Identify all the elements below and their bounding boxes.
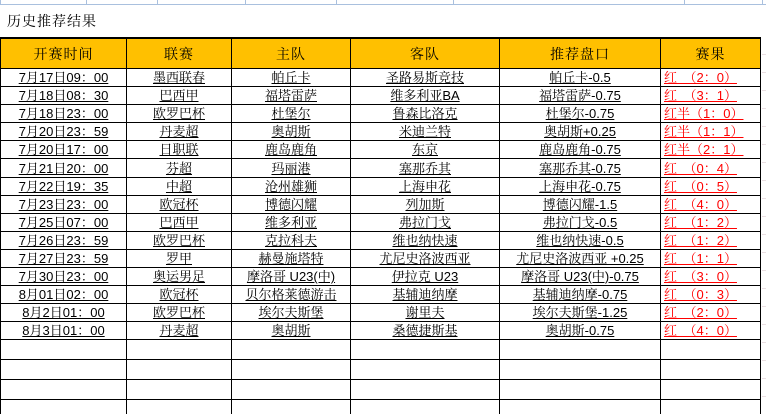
table-row — [1, 69, 761, 87]
cell-away[interactable]: 桑德捷斯基 — [351, 322, 500, 340]
empty-row — [1, 360, 761, 380]
empty-cell[interactable] — [661, 400, 761, 414]
cell-result[interactable]: 红 （0：3） — [661, 286, 761, 304]
empty-cell[interactable] — [661, 360, 761, 380]
cell-handicap[interactable]: 奥胡斯-0.75 — [500, 322, 661, 340]
empty-cell[interactable] — [500, 360, 661, 380]
cell-league[interactable]: 芬超 — [127, 159, 232, 177]
cell-home[interactable]: 埃尔夫斯堡 — [232, 304, 351, 322]
cell-away[interactable]: 上海申花 — [351, 177, 500, 195]
empty-cell[interactable] — [351, 400, 500, 414]
cell-away[interactable]: 米迪兰特 — [351, 123, 500, 141]
cell-result[interactable]: 红 （0：5） — [661, 177, 761, 195]
table-row — [1, 195, 761, 213]
empty-cell[interactable] — [232, 400, 351, 414]
table-row — [1, 87, 761, 105]
empty-cell[interactable] — [351, 380, 500, 400]
cell-away[interactable]: 塞那乔其 — [351, 159, 500, 177]
table-row — [1, 249, 761, 267]
col-header-handicap[interactable]: 推荐盘口 — [500, 38, 661, 69]
cell-away[interactable]: 谢里夫 — [351, 304, 500, 322]
empty-cell[interactable] — [232, 380, 351, 400]
table-row — [1, 159, 761, 177]
cell-away[interactable]: 列加斯 — [351, 195, 500, 213]
empty-cell[interactable] — [127, 380, 232, 400]
cell-away[interactable]: 维多利亚BA — [351, 87, 500, 105]
empty-cell[interactable] — [232, 340, 351, 360]
cell-handicap[interactable]: 鹿岛鹿角-0.75 — [500, 141, 661, 159]
table-row — [1, 231, 761, 249]
cell-result[interactable]: 红 （3：1） — [661, 87, 761, 105]
empty-cell[interactable] — [232, 360, 351, 380]
gridline-tick — [157, 0, 158, 4]
header-row — [1, 38, 761, 69]
cell-home[interactable]: 贝尔格莱德游击 — [232, 286, 351, 304]
cell-away[interactable]: 尤尼史洛波西亚 — [351, 249, 500, 267]
cell-handicap[interactable]: 摩洛哥 U23(中)-0.75 — [500, 268, 661, 286]
gridline-tick — [245, 0, 246, 4]
cell-result[interactable]: 红 （2：0） — [661, 304, 761, 322]
cell-league[interactable]: 巴西甲 — [127, 213, 232, 231]
table-row — [1, 268, 761, 286]
cell-handicap[interactable]: 弗拉门戈-0.5 — [500, 213, 661, 231]
page-title: 历史推荐结果 — [7, 13, 97, 29]
cell-handicap[interactable]: 基辅迪纳摩-0.75 — [500, 286, 661, 304]
cell-league[interactable]: 丹麦超 — [127, 123, 232, 141]
cell-handicap[interactable]: 塞那乔其-0.75 — [500, 159, 661, 177]
cell-time[interactable]: 8月3日01：00 — [1, 322, 127, 340]
empty-cell[interactable] — [500, 380, 661, 400]
cell-time[interactable]: 7月20日23：59 — [1, 123, 127, 141]
cell-result[interactable]: 红 （3：0） — [661, 268, 761, 286]
cell-handicap[interactable]: 博德闪耀-1.5 — [500, 195, 661, 213]
empty-cell[interactable] — [127, 340, 232, 360]
table-row — [1, 304, 761, 322]
cell-league[interactable]: 欧罗巴杯 — [127, 304, 232, 322]
empty-cell[interactable] — [1, 340, 127, 360]
cell-league[interactable]: 巴西甲 — [127, 87, 232, 105]
cell-time[interactable]: 7月18日23：00 — [1, 105, 127, 123]
cell-league[interactable]: 奥运男足 — [127, 268, 232, 286]
cell-home[interactable]: 克拉科夫 — [232, 231, 351, 249]
cell-time[interactable]: 7月30日23：00 — [1, 268, 127, 286]
cell-result[interactable]: 红 （4：0） — [661, 322, 761, 340]
cell-handicap[interactable]: 帕丘卡-0.5 — [500, 69, 661, 87]
cell-home[interactable]: 玛丽港 — [232, 159, 351, 177]
cell-handicap[interactable]: 尤尼史洛波西亚 +0.25 — [500, 249, 661, 267]
cell-league[interactable]: 墨西联春 — [127, 69, 232, 87]
empty-cell[interactable] — [500, 340, 661, 360]
col-header-away-team[interactable]: 客队 — [351, 38, 500, 69]
empty-cell[interactable] — [127, 360, 232, 380]
cell-home[interactable]: 赫曼施塔特 — [232, 249, 351, 267]
cell-result[interactable]: 红 （1：2） — [661, 213, 761, 231]
gridline-tick — [762, 0, 763, 4]
cell-time[interactable]: 7月23日23：00 — [1, 195, 127, 213]
empty-row — [1, 340, 761, 360]
empty-row — [1, 380, 761, 400]
cell-home[interactable]: 博德闪耀 — [232, 195, 351, 213]
cell-result[interactable]: 红 （0：4） — [661, 159, 761, 177]
gridline-tick — [453, 0, 454, 4]
cell-league[interactable]: 欧罗巴杯 — [127, 105, 232, 123]
cell-home[interactable]: 奥胡斯 — [232, 123, 351, 141]
cell-handicap[interactable]: 杜堡尔-0.75 — [500, 105, 661, 123]
table-row — [1, 141, 761, 159]
cell-handicap[interactable]: 福塔雷萨-0.75 — [500, 87, 661, 105]
cell-league[interactable]: 中超 — [127, 177, 232, 195]
cell-result[interactable]: 红 （1：2） — [661, 231, 761, 249]
gridline-tick — [684, 0, 685, 4]
cell-time[interactable]: 7月22日19：35 — [1, 177, 127, 195]
cell-handicap[interactable]: 维也纳快速-0.5 — [500, 231, 661, 249]
empty-cell[interactable] — [127, 400, 232, 414]
empty-row — [1, 400, 761, 414]
sheet-row-above — [0, 0, 766, 5]
cell-time[interactable]: 8月2日01：00 — [1, 304, 127, 322]
cell-result[interactable]: 红 （2：0） — [661, 69, 761, 87]
cell-handicap[interactable]: 奥胡斯+0.25 — [500, 123, 661, 141]
cell-result[interactable]: 红 （1：1） — [661, 249, 761, 267]
empty-cell[interactable] — [1, 400, 127, 414]
cell-home[interactable]: 福塔雷萨 — [232, 87, 351, 105]
table-row — [1, 105, 761, 123]
cell-time[interactable]: 7月18日08：30 — [1, 87, 127, 105]
cell-home[interactable]: 沧州雄狮 — [232, 177, 351, 195]
cell-home[interactable]: 鹿岛鹿角 — [232, 141, 351, 159]
empty-cell[interactable] — [351, 360, 500, 380]
col-header-home-team[interactable]: 主队 — [232, 38, 351, 69]
cell-result[interactable]: 红半（1：0） — [661, 105, 761, 123]
cell-home[interactable]: 奥胡斯 — [232, 322, 351, 340]
cell-time[interactable]: 7月25日07：00 — [1, 213, 127, 231]
sheet-gridline-gutter — [762, 37, 766, 414]
cell-league[interactable]: 欧冠杯 — [127, 195, 232, 213]
cell-time[interactable]: 7月26日23：59 — [1, 231, 127, 249]
empty-cell[interactable] — [1, 380, 127, 400]
cell-away[interactable]: 弗拉门戈 — [351, 213, 500, 231]
gridline-tick — [86, 0, 87, 4]
table-row — [1, 286, 761, 304]
cell-home[interactable]: 维多利亚 — [232, 213, 351, 231]
cell-time[interactable]: 7月21日20：00 — [1, 159, 127, 177]
empty-cell[interactable] — [500, 400, 661, 414]
cell-home[interactable]: 摩洛哥 U23(中) — [232, 268, 351, 286]
col-header-kickoff-time[interactable]: 开赛时间 — [1, 38, 127, 69]
cell-away[interactable]: 基辅迪纳摩 — [351, 286, 500, 304]
cell-league[interactable]: 欧罗巴杯 — [127, 231, 232, 249]
cell-league[interactable]: 罗甲 — [127, 249, 232, 267]
cell-away[interactable]: 圣路易斯竞技 — [351, 69, 500, 87]
cell-handicap[interactable]: 埃尔夫斯堡-1.25 — [500, 304, 661, 322]
table-row — [1, 123, 761, 141]
cell-league[interactable]: 欧冠杯 — [127, 286, 232, 304]
table-row — [1, 322, 761, 340]
cell-league[interactable]: 日职联 — [127, 141, 232, 159]
cell-home[interactable]: 杜堡尔 — [232, 105, 351, 123]
cell-time[interactable]: 7月27日23：59 — [1, 249, 127, 267]
results-table — [0, 37, 761, 414]
col-header-league[interactable]: 联赛 — [127, 38, 232, 69]
cell-result[interactable]: 红半（2：1） — [661, 141, 761, 159]
cell-result[interactable]: 红 （4：0） — [661, 195, 761, 213]
cell-league[interactable]: 丹麦超 — [127, 322, 232, 340]
table-row — [1, 213, 761, 231]
cell-handicap[interactable]: 上海申花-0.75 — [500, 177, 661, 195]
cell-time[interactable]: 7月20日17：00 — [1, 141, 127, 159]
empty-cell[interactable] — [351, 340, 500, 360]
cell-away[interactable]: 东京 — [351, 141, 500, 159]
gridline-tick — [336, 0, 337, 4]
table-row — [1, 177, 761, 195]
empty-cell[interactable] — [1, 360, 127, 380]
gridline-tick — [0, 0, 1, 4]
cell-away[interactable]: 伊拉克 U23 — [351, 268, 500, 286]
cell-result[interactable]: 红半（1：1） — [661, 123, 761, 141]
empty-cell[interactable] — [661, 340, 761, 360]
col-header-result[interactable]: 赛果 — [661, 38, 761, 69]
empty-cell[interactable] — [661, 380, 761, 400]
cell-home[interactable]: 帕丘卡 — [232, 69, 351, 87]
cell-away[interactable]: 维也纳快速 — [351, 231, 500, 249]
cell-time[interactable]: 8月01日02：00 — [1, 286, 127, 304]
cell-away[interactable]: 鲁森比洛克 — [351, 105, 500, 123]
cell-time[interactable]: 7月17日09：00 — [1, 69, 127, 87]
